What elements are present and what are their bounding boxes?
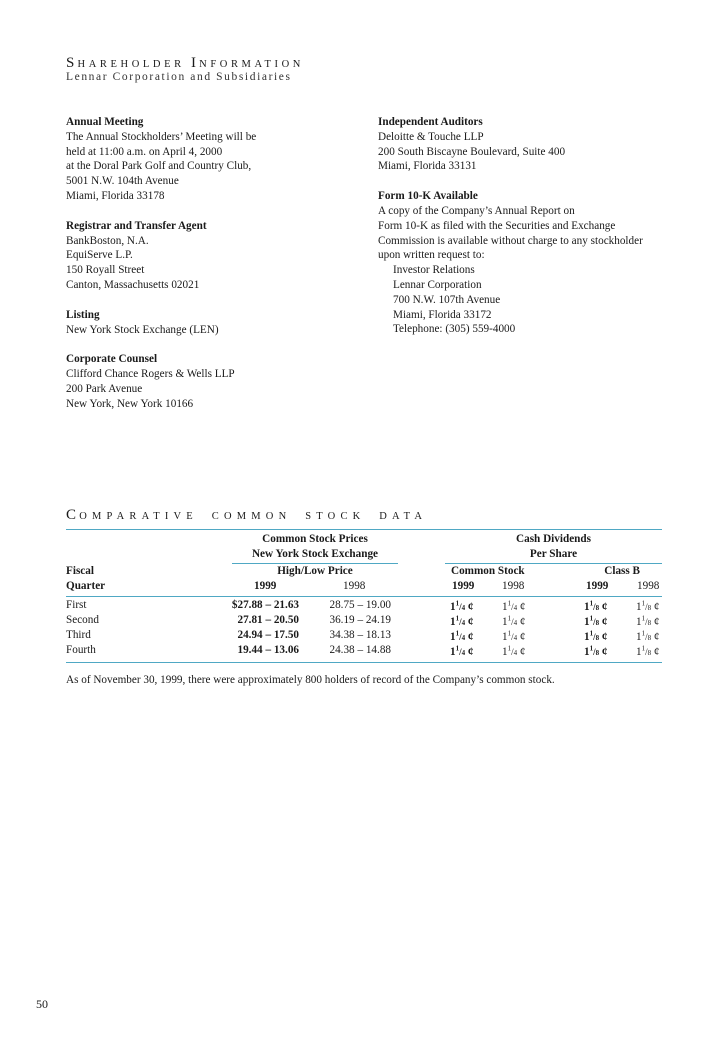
form10k-heading: Form 10-K Available (378, 190, 478, 203)
address-line: 700 N.W. 107th Avenue (393, 293, 501, 306)
common-dividend-1998-cell (502, 644, 526, 658)
fraction: $1^1/4$ ¢ (450, 614, 474, 628)
header-prices-1999: 1999 (254, 580, 277, 592)
text-line: 150 Royall Street (66, 264, 145, 277)
text-line: upon written request to: (378, 249, 485, 262)
quarter-cell: First (66, 599, 87, 611)
fraction: $1^1/8$ ¢ (584, 614, 608, 628)
price-1998-cell: 34.38 – 18.13 (329, 629, 391, 641)
price-1999-cell: 27.81 – 20.50 (237, 614, 299, 626)
fraction: $1^1/8$ ¢ (636, 644, 660, 658)
table-bottom-rule (66, 662, 662, 663)
classb-dividend-1998-cell (636, 599, 660, 613)
price-1999-cell: $27.88 – 21.63 (231, 599, 299, 611)
classb-dividend-1998-cell (636, 614, 660, 628)
text-line: 5001 N.W. 104th Avenue (66, 175, 179, 188)
text-line: BankBoston, N.A. (66, 234, 149, 247)
classb-dividend-1998-cell (636, 644, 660, 658)
text-line: A copy of the Company’s Annual Report on (378, 204, 575, 217)
classb-dividend-1999-cell (584, 614, 608, 628)
header-classb-1998: 1998 (637, 580, 660, 592)
header-prices-2: New York Stock Exchange (251, 548, 379, 560)
page-title: SHAREHOLDER INFORMATION (66, 55, 304, 71)
classb-dividend-1998-cell (636, 629, 660, 643)
text-line: at the Doral Park Golf and Country Club, (66, 160, 252, 173)
fraction: $1^1/8$ ¢ (636, 614, 660, 628)
common-dividend-1998-cell (502, 599, 526, 613)
fraction: $1^1/4$ ¢ (450, 644, 474, 658)
registrar-section (66, 219, 366, 293)
price-1999-cell: 24.94 – 17.50 (237, 629, 299, 641)
common-dividend-1999-cell (450, 614, 474, 628)
left-column (66, 115, 366, 412)
header-classb-1999: 1999 (586, 580, 609, 592)
classb-dividend-1999-cell (584, 599, 608, 613)
listing-heading: Listing (66, 308, 100, 321)
header-class-b: Class B (604, 565, 640, 577)
header-common-1999: 1999 (452, 580, 475, 592)
text-line: 200 South Biscayne Boulevard, Suite 400 (378, 145, 566, 158)
common-dividend-1999-cell (450, 629, 474, 643)
fraction: $1^1/4$ ¢ (450, 599, 474, 613)
fraction: $1^1/8$ ¢ (584, 629, 608, 643)
quarter-cell: Fourth (66, 644, 96, 656)
prices-header-rule (232, 563, 398, 564)
header-dividends-1: Cash Dividends (516, 533, 591, 545)
counsel-heading: Corporate Counsel (66, 353, 158, 366)
address-line: Telephone: (305) 559-4000 (393, 323, 516, 336)
holders-note: As of November 30, 1999, there were approximately 800 holders of record of the Company’s common stock. (66, 674, 555, 686)
text-line: Miami, Florida 33131 (378, 160, 477, 173)
form10k-section (378, 189, 688, 337)
page-number: 50 (36, 997, 48, 1011)
header-prices-1: Common Stock Prices (262, 533, 368, 545)
dividends-header-rule (445, 563, 662, 564)
text-line: Deloitte & Touche LLP (378, 130, 484, 143)
stock-data-title: COMPARATIVE COMMON STOCK DATA (66, 507, 428, 523)
address-line: Miami, Florida 33172 (393, 308, 492, 321)
fraction: $1^1/4$ ¢ (502, 599, 526, 613)
text-line: Canton, Massachusetts 02021 (66, 278, 200, 291)
common-dividend-1998-cell (502, 629, 526, 643)
table-top-rule (66, 529, 662, 530)
auditors-section (378, 115, 688, 174)
table-header-rule (66, 596, 662, 597)
fraction: $1^1/4$ ¢ (450, 629, 474, 643)
quarter-cell: Second (66, 614, 99, 626)
header-common-stock: Common Stock (451, 565, 525, 577)
text-line: New York, New York 10166 (66, 397, 194, 410)
annual-meeting-section (66, 115, 366, 204)
fraction: $1^1/4$ ¢ (502, 629, 526, 643)
header-fiscal: Fiscal (66, 565, 94, 577)
registrar-heading: Registrar and Transfer Agent (66, 219, 207, 232)
right-column (378, 115, 688, 337)
fraction: $1^1/8$ ¢ (636, 599, 660, 613)
text-line: Form 10-K as filed with the Securities and Exchange (378, 219, 616, 232)
annual-meeting-heading: Annual Meeting (66, 116, 144, 128)
fraction: $1^1/4$ ¢ (502, 644, 526, 658)
text-line: held at 11:00 a.m. on April 4, 2000 (66, 145, 223, 158)
fraction: $1^1/4$ ¢ (502, 614, 526, 628)
header-high-low: High/Low Price (277, 565, 353, 577)
classb-dividend-1999-cell (584, 629, 608, 643)
quarter-cell: Third (66, 629, 91, 641)
text-line: Commission is available without charge to any stockholder (378, 234, 643, 247)
address-line: Investor Relations (393, 264, 475, 277)
header-dividends-2: Per Share (529, 548, 578, 560)
listing-section (66, 308, 366, 338)
common-dividend-1999-cell (450, 644, 474, 658)
header-common-1998: 1998 (502, 580, 525, 592)
counsel-section (66, 352, 366, 411)
text-line: 200 Park Avenue (66, 382, 143, 395)
fraction: $1^1/8$ ¢ (636, 629, 660, 643)
text-line: Miami, Florida 33178 (66, 189, 165, 202)
text-line: The Annual Stockholders’ Meeting will be (66, 130, 257, 143)
common-dividend-1999-cell (450, 599, 474, 613)
price-1999-cell: 19.44 – 13.06 (237, 644, 299, 656)
price-1998-cell: 28.75 – 19.00 (329, 599, 391, 611)
price-1998-cell: 36.19 – 24.19 (329, 614, 391, 626)
text-line: EquiServe L.P. (66, 249, 133, 262)
page-subtitle: Lennar Corporation and Subsidiaries (66, 71, 292, 83)
text-line: Clifford Chance Rogers & Wells LLP (66, 368, 235, 381)
fraction: $1^1/8$ ¢ (584, 644, 608, 658)
price-1998-cell: 24.38 – 14.88 (329, 644, 391, 656)
text-line: New York Stock Exchange (LEN) (66, 323, 219, 336)
common-dividend-1998-cell (502, 614, 526, 628)
classb-dividend-1999-cell (584, 644, 608, 658)
header-prices-1998: 1998 (343, 580, 366, 592)
fraction: $1^1/8$ ¢ (584, 599, 608, 613)
address-line: Lennar Corporation (393, 278, 482, 291)
header-quarter: Quarter (66, 580, 106, 592)
auditors-heading: Independent Auditors (378, 116, 483, 128)
